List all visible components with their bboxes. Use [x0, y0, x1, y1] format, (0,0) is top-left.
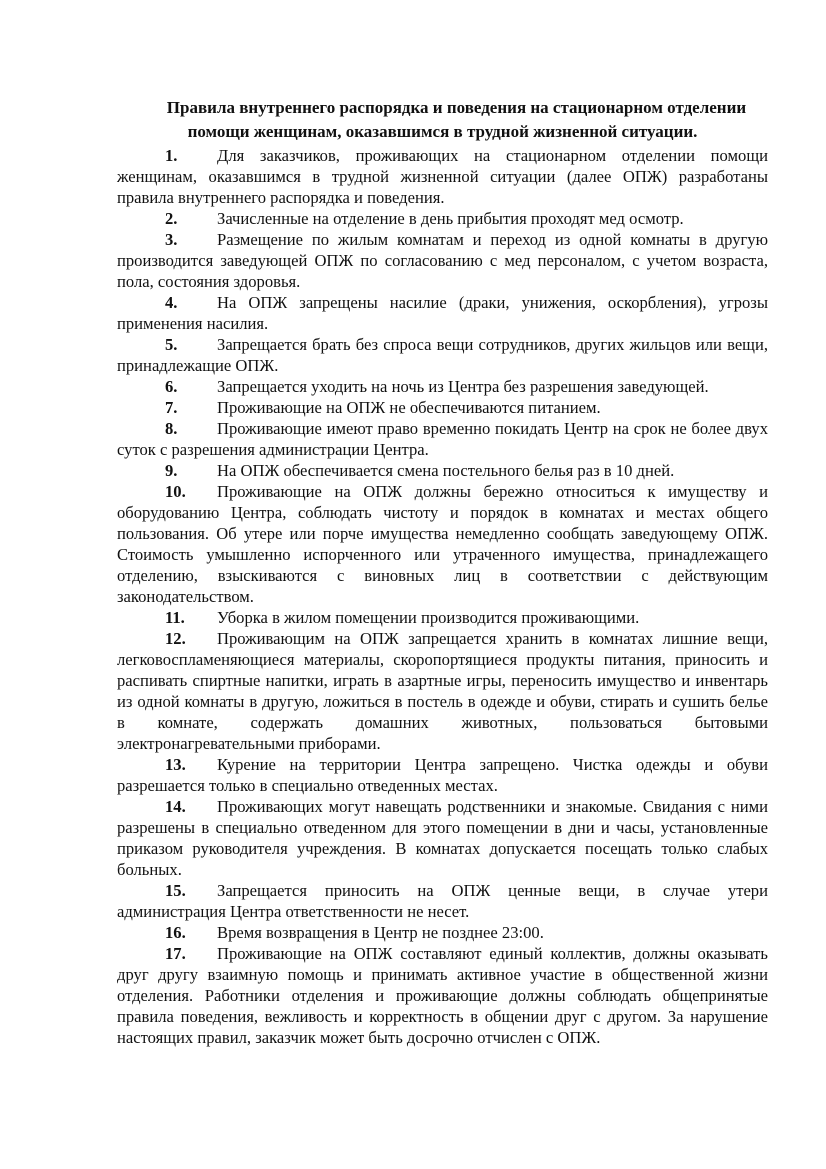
rule-item	[117, 943, 768, 1048]
rule-number: 10.	[165, 482, 186, 501]
rule-item	[117, 922, 768, 943]
rule-text: На ОПЖ обеспечивается смена постельного белья раз в 10 дней.	[217, 461, 675, 480]
rule-item	[117, 397, 768, 418]
rule-item	[117, 796, 768, 880]
rule-text: Время возвращения в Центр не позднее 23:00.	[217, 923, 544, 942]
rule-number: 6.	[165, 377, 178, 396]
rule-text: Зачисленные на отделение в день прибытия проходят мед осмотр.	[217, 209, 684, 228]
rule-text: Курение на территории Центра запрещено. Чистка одежды и обуви разрешается только в специально отведенных местах.	[117, 755, 768, 795]
rule-text: Для заказчиков, проживающих на стационарном отделении помощи женщинам, оказавшимся в трудной жизненной ситуации (далее ОПЖ) разработаны правила внутреннего распорядка и поведения.	[117, 146, 768, 207]
rule-item	[117, 418, 768, 460]
rule-number: 14.	[165, 797, 186, 816]
rule-text: На ОПЖ запрещены насилие (драки, унижения, оскорбления), угрозы применения насилия.	[117, 293, 768, 333]
rule-item	[117, 292, 768, 334]
rule-item	[117, 208, 768, 229]
rule-item	[117, 481, 768, 607]
rule-item	[117, 607, 768, 628]
rule-item	[117, 628, 768, 754]
rule-number: 1.	[165, 146, 178, 165]
rule-number: 11.	[165, 608, 185, 627]
rule-text: Запрещается приносить на ОПЖ ценные вещи, в случае утери администрация Центра ответственности не несет.	[117, 881, 768, 921]
rule-text: Проживающие на ОПЖ должны бережно относиться к имуществу и оборудованию Центра, соблюдать чистоту и порядок в комнатах и местах общего пользования. Об утере или порче имущества немедленно сообщать заведующему ОПЖ. Стоимость умышленно испорченного или утраченного имущества, принадлежащего отделению, взыскиваются с виновных лиц в соответствии с действующим законодательством.	[117, 482, 768, 606]
rule-text: Размещение по жилым комнатам и переход из одной комнаты в другую производится заведующей ОПЖ по согласованию с мед персоналом, с учетом возраста, пола, состояния здоровья.	[117, 230, 768, 291]
document-title: Правила внутреннего распорядка и поведения на стационарном отделении помощи женщинам, оказавшимся в трудной жизненной ситуации.	[166, 98, 747, 141]
rule-text: Проживающие на ОПЖ не обеспечиваются питанием.	[217, 398, 601, 417]
rule-text: Запрещается брать без спроса вещи сотрудников, других жильцов или вещи, принадлежащие ОПЖ.	[117, 335, 768, 375]
rule-text: Запрещается уходить на ночь из Центра без разрешения заведующей.	[217, 377, 709, 396]
rule-number: 12.	[165, 629, 186, 648]
rule-number: 4.	[165, 293, 178, 312]
rule-text: Проживающих могут навещать родственники и знакомые. Свидания с ними разрешены в специально отведенном для этого помещении в дни и часы, установленные приказом руководителя учреждения. В комнатах допускается посещать только слабых больных.	[117, 797, 768, 879]
rule-text: Уборка в жилом помещении производится проживающими.	[217, 608, 640, 627]
rule-number: 3.	[165, 230, 178, 249]
rule-number: 9.	[165, 461, 178, 480]
rule-number: 15.	[165, 881, 186, 900]
rule-number: 16.	[165, 923, 186, 942]
rule-number: 8.	[165, 419, 178, 438]
rule-item	[117, 145, 768, 208]
rule-item	[117, 376, 768, 397]
rule-number: 7.	[165, 398, 178, 417]
rule-item	[117, 880, 768, 922]
document-page	[117, 96, 768, 1048]
rule-item	[117, 334, 768, 376]
rule-item	[117, 229, 768, 292]
rule-number: 2.	[165, 209, 178, 228]
rule-item	[117, 754, 768, 796]
rule-text: Проживающие на ОПЖ составляют единый коллектив, должны оказывать друг другу взаимную помощь и принимать активное участие в общественной жизни отделения. Работники отделения и проживающие должны соблюдать общепринятые правила поведения, вежливость и корректность в общении друг с другом. За нарушение настоящих правил, заказчик может быть досрочно отчислен с ОПЖ.	[117, 944, 768, 1047]
rule-number: 17.	[165, 944, 186, 963]
rule-text: Проживающие имеют право временно покидать Центр на срок не более двух суток с разрешения администрации Центра.	[117, 419, 768, 459]
rule-number: 5.	[165, 335, 178, 354]
rule-item	[117, 460, 768, 481]
rule-text: Проживающим на ОПЖ запрещается хранить в комнатах лишние вещи, легковоспламеняющиеся материалы, скоропортящиеся продукты питания, приносить и распивать спиртные напитки, играть в азартные игры, переносить имущество и инвентарь из одной комнаты в другую, ложиться в постель в одежде и обуви, стирать и сушить белье в комнате, содержать домашних животных, пользоваться бытовыми электронагревательными приборами.	[117, 629, 768, 753]
rule-number: 13.	[165, 755, 186, 774]
